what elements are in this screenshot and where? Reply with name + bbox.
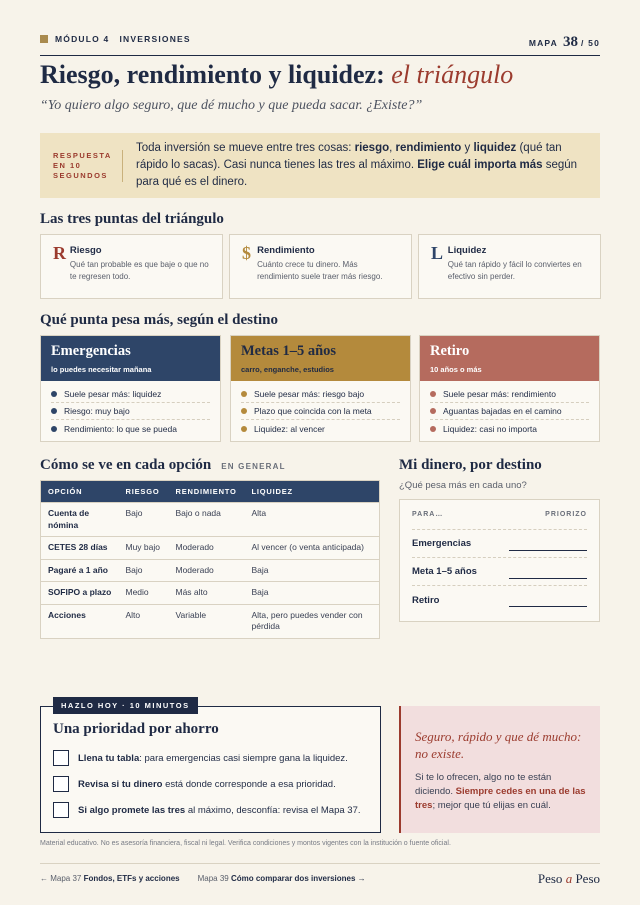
- corner-letter: R: [53, 243, 66, 263]
- title-main: Riesgo, rendimiento y liquidez:: [40, 60, 385, 89]
- column-header: OPCIÓN: [41, 481, 119, 503]
- column-header: LIQUIDEZ: [245, 481, 380, 503]
- qt: y: [461, 142, 474, 154]
- worksheet-row: [412, 530, 587, 558]
- list-item: [430, 420, 589, 437]
- mine-heading: Mi dinero, por destino: [399, 457, 542, 473]
- destino-sub: lo puedes necesitar mañana: [51, 365, 152, 374]
- worksheet-header: [412, 500, 587, 530]
- bullet-icon: [430, 408, 436, 414]
- qt: ,: [389, 142, 396, 154]
- tb: Llena tu tabla: [78, 752, 140, 764]
- checkbox[interactable]: [53, 776, 69, 792]
- column-header: RENDIMIENTO: [169, 481, 245, 503]
- list-item: [430, 386, 589, 403]
- quick-answer-label: [40, 150, 123, 182]
- table-heading: [40, 457, 286, 474]
- page-title: [40, 60, 513, 90]
- destino-sub: 10 años o más: [430, 365, 482, 374]
- quick-label-line: RESPUESTA: [53, 150, 112, 160]
- link-b: Fondos, ETFs y acciones: [83, 874, 180, 883]
- qb: liquidez: [473, 142, 517, 154]
- corner-card-rendimiento: [229, 234, 412, 299]
- next-map-link[interactable]: [198, 874, 366, 883]
- bullet-icon: [51, 391, 57, 397]
- page-counter: [529, 34, 600, 51]
- row-label: Emergencias: [412, 538, 472, 549]
- destino-card-metas: [230, 335, 411, 442]
- item-text: Rendimiento: lo que se pueda: [64, 423, 177, 434]
- item-text: Suele pesar más: riesgo bajo: [254, 389, 365, 399]
- destino-name: Emergencias: [51, 343, 131, 359]
- quick-answer-box: [40, 133, 600, 198]
- qb: rendimiento: [395, 142, 462, 154]
- disclaimer: Material educativo. No es asesoría financiera, fiscal ni legal. Verifica condiciones y montos vigentes con la institución o fuente oficial.: [40, 840, 451, 847]
- row-label: Retiro: [412, 594, 440, 606]
- quick-answer-text: [123, 140, 600, 191]
- page-number: 38: [563, 34, 579, 50]
- corner-title: Riesgo: [69, 245, 102, 256]
- corner-title: Liquidez: [447, 245, 487, 256]
- module-section: INVERSIONES: [119, 34, 191, 44]
- bullet-icon: [430, 391, 436, 397]
- corner-desc: Qué tan rápido y fácil lo conviertes en efectivo sin perder.: [447, 260, 582, 281]
- column-header: RIESGO: [119, 481, 169, 503]
- item-text: Liquidez: casi no importa: [443, 423, 538, 434]
- link-b: Cómo comparar dos inversiones →: [230, 874, 366, 883]
- corner-desc: Cuánto crece tu dinero. Más rendimiento suele traer más riesgo.: [257, 260, 383, 281]
- module-label: [40, 34, 191, 44]
- qb: riesgo: [354, 142, 390, 154]
- page-footer: [40, 863, 600, 893]
- corner-card-riesgo: [40, 234, 223, 299]
- qt: (qué tan rápido lo sacas). Casi nunca tienes las tres al máximo.: [136, 142, 562, 171]
- brand-logo: [538, 871, 600, 887]
- brand-part: Peso: [537, 870, 566, 886]
- item-text: Riesgo: muy bajo: [64, 406, 130, 416]
- warning-box: [399, 706, 600, 833]
- todo-tag: HAZLO HOY · 10 MINUTOS: [53, 697, 198, 714]
- table-tag: EN GENERAL: [221, 462, 286, 471]
- item-text: Suele pesar más: rendimiento: [443, 389, 556, 399]
- checkbox[interactable]: [53, 750, 69, 766]
- table-title: Cómo se ve en cada opción: [40, 457, 212, 473]
- bullet-icon: [241, 426, 247, 432]
- table-row: [41, 604, 380, 638]
- destino-header: [41, 336, 220, 381]
- list-item: [51, 386, 210, 403]
- item-text: Liquidez: al vencer: [254, 423, 325, 434]
- tt: al máximo, desconfía: revisa el Mapa 37.: [185, 804, 361, 816]
- wt: ; mejor que tú elijas en cuál.: [432, 800, 551, 811]
- list-item: [241, 386, 400, 403]
- cell: Al vencer (o venta anticipada): [245, 537, 380, 560]
- table-header-row: [41, 481, 380, 503]
- destino-card-emergencias: [40, 335, 221, 442]
- link-a: Mapa 39: [197, 874, 231, 883]
- table-row: [41, 582, 380, 605]
- page-header: [40, 34, 600, 56]
- mine-subtitle: ¿Qué pesa más en cada uno?: [399, 480, 527, 491]
- destino-header: [420, 336, 599, 381]
- link-a: ← Mapa 37: [40, 874, 84, 883]
- tt: está donde corresponde a esa prioridad.: [162, 778, 336, 790]
- bullet-icon: [430, 426, 436, 432]
- cell: Más alto: [169, 582, 245, 605]
- worksheet-row: [412, 558, 587, 586]
- destino-name: Retiro: [430, 343, 470, 359]
- cell: Alto: [119, 604, 169, 638]
- row-label: Meta 1–5 años: [412, 566, 477, 577]
- quick-label-line: EN 10: [53, 160, 82, 170]
- destino-list: [41, 381, 220, 437]
- list-item: [430, 403, 589, 420]
- todo-item: [53, 750, 348, 766]
- item-text: Plazo que coincida con la meta: [254, 406, 372, 416]
- cell: Moderado: [169, 537, 245, 560]
- todo-text: [78, 753, 348, 764]
- warning-quote: Seguro, rápido y que dé mucho: no existe.: [415, 729, 582, 761]
- bullet-icon: [51, 426, 57, 432]
- fill-in-line[interactable]: [509, 593, 587, 607]
- bullet-icon: [241, 408, 247, 414]
- cell: Alta, pero puedes vender con pérdida: [245, 604, 380, 638]
- cell: Cuenta de nómina: [41, 503, 119, 537]
- cell: Bajo: [119, 503, 169, 537]
- qt: Toda inversión se mueve entre tres cosas:: [136, 142, 355, 154]
- wb: Siempre cedes en una de las tres: [415, 786, 586, 811]
- cell: Baja: [245, 582, 380, 605]
- qb: Elige cuál importa más: [417, 159, 543, 171]
- cell: Moderado: [169, 559, 245, 582]
- wt: Si te lo ofrecen, algo no te están diciendo.: [415, 772, 552, 797]
- mine-worksheet: [399, 499, 600, 622]
- cell: Muy bajo: [119, 537, 169, 560]
- bullet-icon: [51, 408, 57, 414]
- module-square-icon: [40, 35, 48, 43]
- quick-label-line: SEGUNDOS: [53, 170, 108, 180]
- fill-in-line[interactable]: [509, 565, 587, 579]
- fill-in-line[interactable]: [509, 537, 587, 551]
- worksheet-col: PRIORIZO: [545, 511, 587, 518]
- cell: Pagaré a 1 año: [41, 559, 119, 582]
- prev-map-link[interactable]: [40, 874, 180, 883]
- corner-title: Rendimiento: [257, 245, 315, 256]
- destino-header: [231, 336, 410, 381]
- destino-list: [231, 381, 410, 437]
- checkbox[interactable]: [53, 802, 69, 818]
- destino-name: Metas 1–5 años: [241, 343, 337, 359]
- cell: Acciones: [41, 604, 119, 638]
- destino-card-retiro: [419, 335, 600, 442]
- todo-item: [53, 802, 361, 818]
- bullet-icon: [241, 391, 247, 397]
- destino-list: [420, 381, 599, 437]
- tt: : para emergencias casi siempre gana la liquidez.: [139, 752, 348, 764]
- destino-sub: carro, enganche, estudios: [241, 365, 334, 374]
- tb: Revisa si tu dinero: [78, 778, 163, 790]
- tb: Si algo promete las tres: [78, 804, 186, 816]
- cell: Medio: [119, 582, 169, 605]
- todo-text: [78, 805, 361, 816]
- brand-part: Peso: [572, 870, 600, 886]
- cell: Baja: [245, 559, 380, 582]
- corner-letter: $: [242, 243, 251, 263]
- comparison-table: [40, 480, 380, 639]
- corner-letter: L: [431, 243, 444, 263]
- list-item: [241, 420, 400, 437]
- cell: Variable: [169, 604, 245, 638]
- todo-title: Una prioridad por ahorro: [53, 721, 219, 737]
- title-accent: el triángulo: [391, 60, 514, 89]
- list-item: [51, 420, 210, 437]
- table-row: [41, 559, 380, 582]
- cell: CETES 28 días: [41, 537, 119, 560]
- corners-heading: Las tres puntas del triángulo: [40, 211, 224, 227]
- module-number: MÓDULO 4: [55, 34, 110, 44]
- worksheet-row: [412, 586, 587, 614]
- warning-text: [415, 771, 586, 813]
- map-label: MAPA: [528, 38, 559, 48]
- page-total: / 50: [581, 38, 600, 48]
- qt: según para qué es el dinero.: [136, 159, 578, 188]
- list-item: [51, 403, 210, 420]
- item-text: Suele pesar más: liquidez: [64, 389, 162, 399]
- item-text: Aguantas bajadas en el camino: [443, 406, 562, 416]
- list-item: [241, 403, 400, 420]
- worksheet-col: PARA…: [412, 511, 444, 518]
- cell: Alta: [245, 503, 380, 537]
- destinos-heading: Qué punta pesa más, según el destino: [40, 312, 278, 328]
- cell: Bajo: [119, 559, 169, 582]
- intro-quote: “Yo quiero algo seguro, que dé mucho y que pueda sacar. ¿Existe?”: [40, 98, 423, 113]
- cell: SOFIPO a plazo: [41, 582, 119, 605]
- todo-text: [78, 779, 336, 790]
- footer-links: [40, 874, 366, 883]
- corner-desc: Qué tan probable es que baje o que no te regresen todo.: [69, 260, 209, 281]
- brand-part: a: [565, 870, 573, 886]
- corner-card-liquidez: [418, 234, 601, 299]
- table-row: [41, 537, 380, 560]
- table-row: [41, 503, 380, 537]
- todo-item: [53, 776, 336, 792]
- cell: Bajo o nada: [169, 503, 245, 537]
